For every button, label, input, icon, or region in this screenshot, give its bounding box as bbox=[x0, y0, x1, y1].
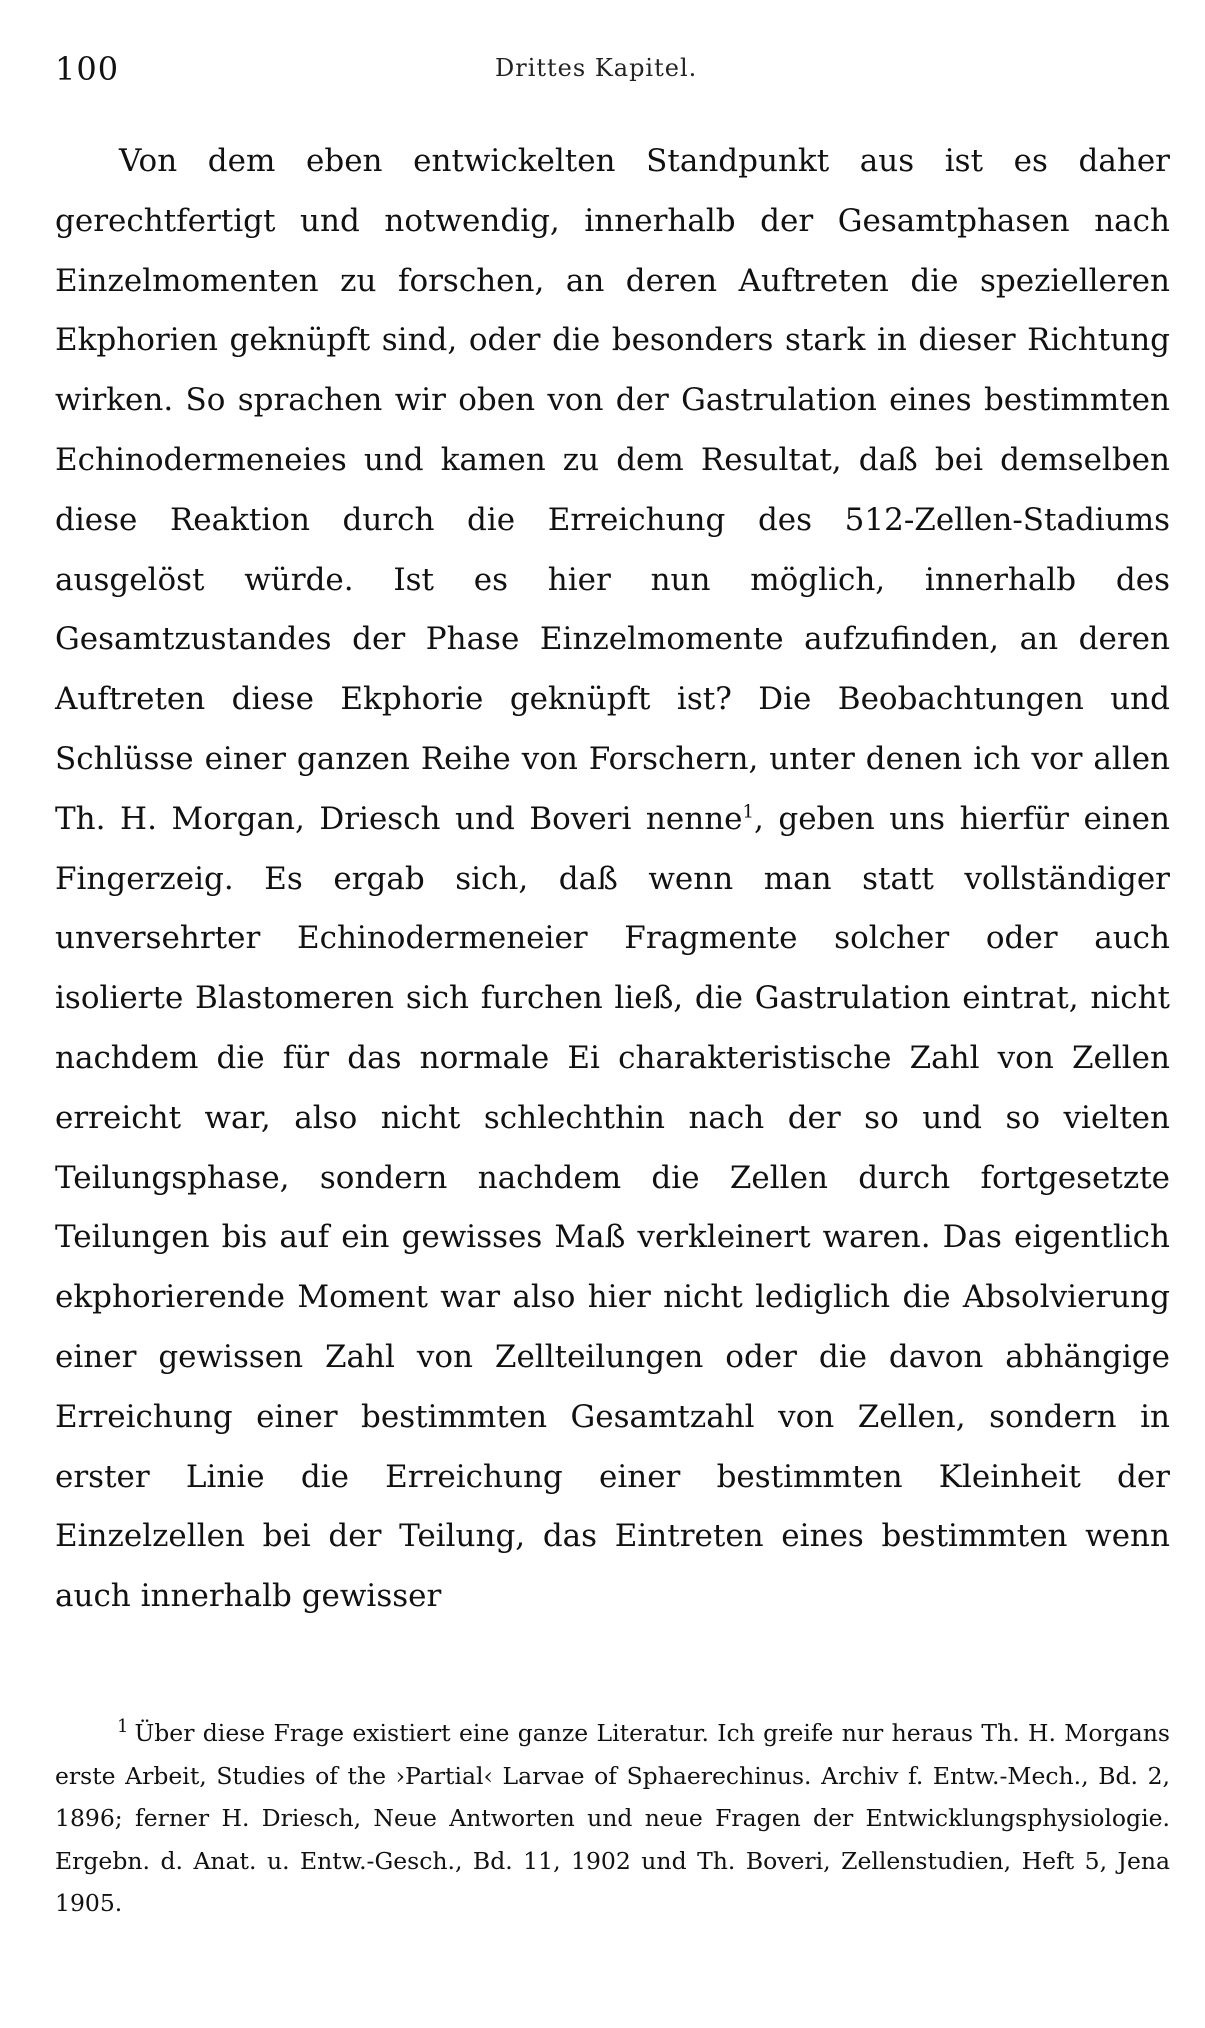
footnote bbox=[55, 1712, 1170, 1925]
page-header bbox=[55, 50, 1175, 100]
paragraph-text-part-2: , geben uns hierfür einen Fingerzeig. Es ergab sich, daß wenn man statt vollständiger unversehrter Echinodermeneier Fragmente solcher oder auch isolierte Blastomeren sich furchen ließ, die Gastrulation eintrat, nicht nachdem die für das normale Ei charakteristische Zahl von Zellen erreicht war, also nicht schlechthin nach der so und so vielten Teilungsphase, sondern nachdem die Zellen durch fortgesetzte Teilungen bis auf ein gewisses Maß verkleinert waren. Das eigentlich ekphorierende Moment war also hier nicht lediglich die Absolvierung einer gewissen Zahl von Zellteilungen oder die davon abhängige Erreichung einer bestimmten Gesamtzahl von Zellen, sondern in erster Linie die Erreichung einer bestimmten Kleinheit der Einzelzellen bei der Teilung, das Eintreten eines bestimmten wenn auch innerhalb gewisser bbox=[55, 800, 1170, 1615]
page-number: 100 bbox=[55, 50, 120, 88]
footnote-text: Über diese Frage existiert eine ganze Literatur. Ich greife nur heraus Th. H. Morgans erste Arbeit, Studies of the ›Partial‹ Larvae of Sphaerechinus. Archiv f. Entw.-Mech., Bd. 2, 1896; ferner H. Driesch, Neue Antworten und neue Fragen der Entwicklungsphysiologie. Ergebn. d. Anat. u. Entw.-Gesch., Bd. 11, 1902 und Th. Boveri, Zellenstudien, Heft 5, Jena 1905. bbox=[55, 1719, 1170, 1917]
paragraph-text-part-1: Von dem eben entwickelten Standpunkt aus ist es daher gerechtfertigt und notwendig, innerhalb der Gesamtphasen nach Einzelmomenten zu forschen, an deren Auftreten die spezielleren Ekphorien geknüpft sind, oder die besonders stark in dieser Richtung wirken. So sprachen wir oben von der Gastrulation eines bestimmten Echinodermeneies und kamen zu dem Resultat, daß bei demselben diese Reaktion durch die Erreichung des 512-Zellen-Stadiums ausgelöst würde. Ist es hier nun möglich, innerhalb des Gesamtzustandes der Phase Einzelmomente aufzufinden, an deren Auftreten diese Ekphorie geknüpft ist? Die Beobachtungen und Schlüsse einer ganzen Reihe von Forschern, unter denen ich vor allen Th. H. Morgan, Driesch und Boveri nenne bbox=[55, 143, 1170, 837]
footnote-marker: 1 bbox=[742, 801, 754, 823]
running-head: Drittes Kapitel. bbox=[495, 54, 698, 82]
body-paragraph bbox=[55, 132, 1170, 1627]
footnote-number: 1 bbox=[117, 1716, 129, 1738]
